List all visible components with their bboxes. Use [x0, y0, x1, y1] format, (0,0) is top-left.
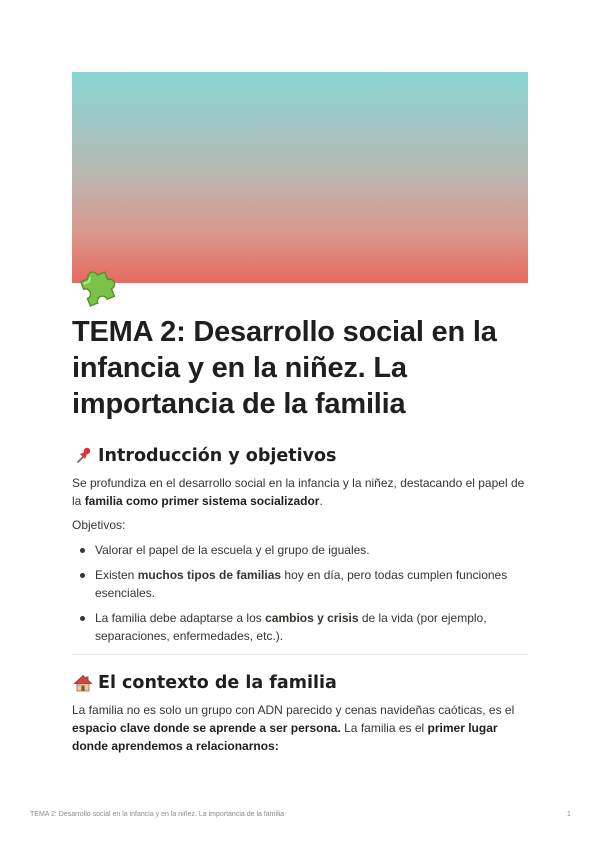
footer-document-title: TEMA 2: Desarrollo social en la infancia y en la niñez. La importancia de la familia [30, 811, 285, 818]
page-title: TEMA 2: Desarrollo social en la infancia y en la niñez. La importancia de la familia [72, 316, 497, 420]
section-heading-text: El contexto de la familia [98, 673, 337, 693]
intro-paragraph: Se profundiza en el desarrollo social en la infancia y la niñez, destacando el papel de la familia como primer sistema socializador. [72, 476, 525, 508]
cover-image [72, 72, 528, 283]
puzzle-piece-icon [74, 262, 120, 308]
divider [72, 654, 528, 655]
list-item: Existen muchos tipos de familias hoy en día, pero todas cumplen funciones esenciales. [72, 566, 528, 602]
list-item: La familia debe adaptarse a los cambios y crisis de la vida (por ejemplo, separaciones, enfermedades, etc.). [72, 609, 528, 645]
objectives-list [72, 541, 528, 652]
section-heading-text: Introducción y objetivos [98, 446, 337, 466]
footer-page-number: 1 [567, 811, 571, 818]
family-context-paragraph: La familia no es solo un grupo con ADN parecido y cenas navideñas caóticas, es el espacio clave donde se aprende a ser persona. La familia es el primer lugar donde aprendemos a relacionarnos: [72, 703, 515, 753]
section-heading-intro [72, 444, 336, 468]
section-heading-family-context [72, 671, 337, 695]
house-icon [72, 672, 94, 694]
pushpin-icon [72, 445, 94, 467]
list-item: Valorar el papel de la escuela y el grupo de iguales. [72, 541, 528, 559]
objectives-label: Objetivos: [72, 518, 126, 532]
